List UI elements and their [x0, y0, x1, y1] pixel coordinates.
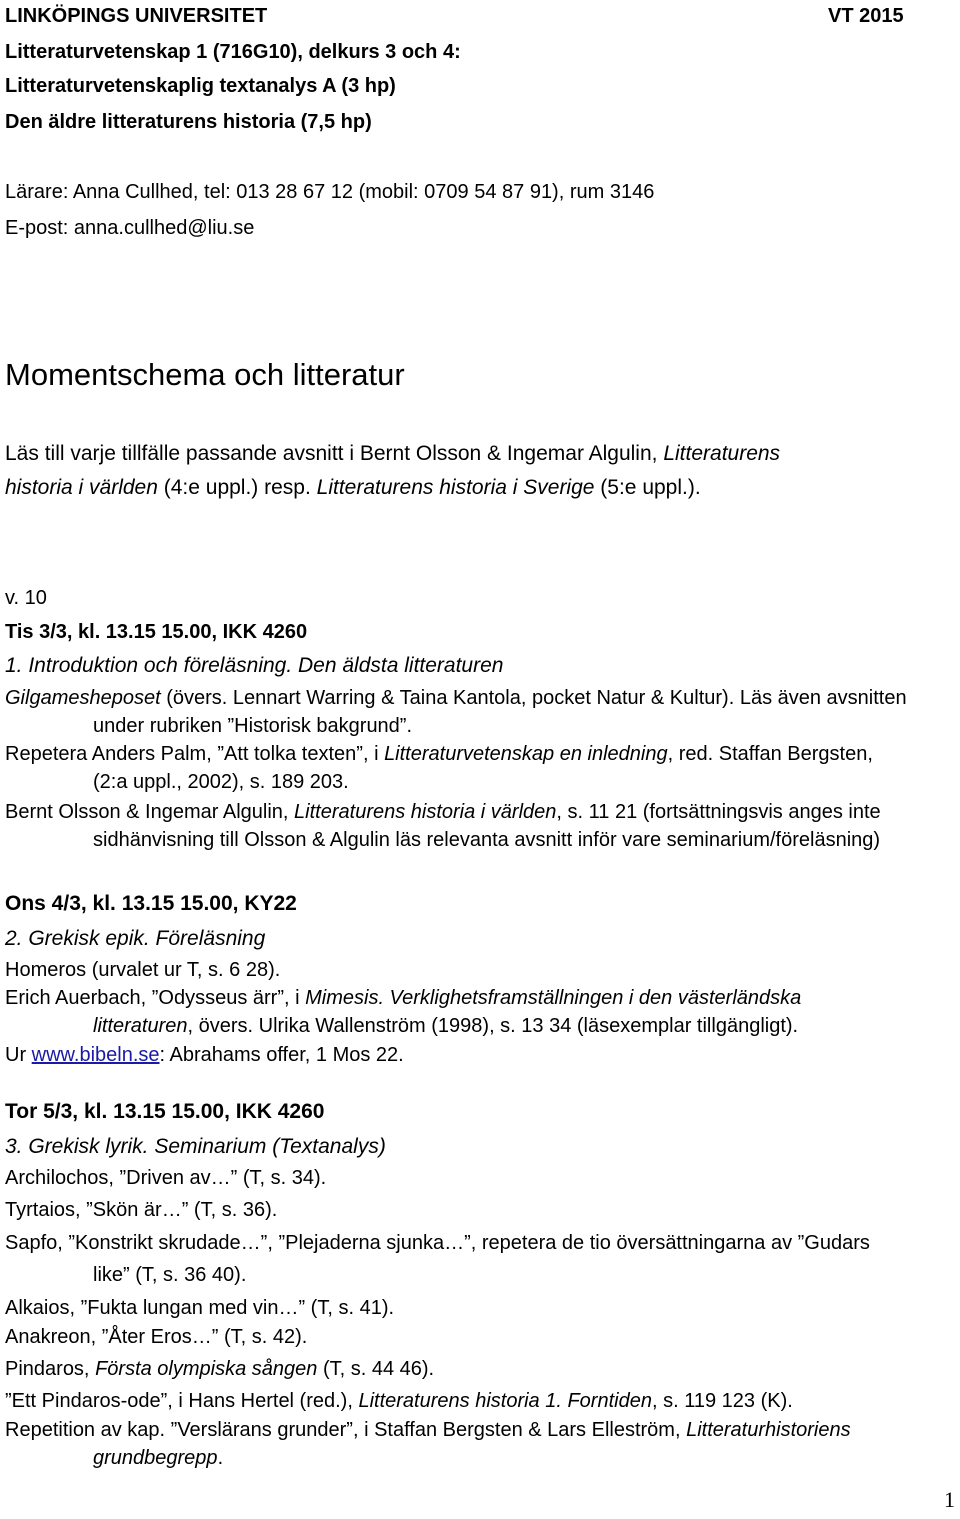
- reading-text: Repetera Anders Palm, ”Att tolka texten”, i: [5, 743, 385, 765]
- topic-text: Den äldsta litteraturen: [298, 654, 504, 677]
- week-label: v. 10: [5, 587, 47, 609]
- reading-text: (övers. Lennart Warring & Taina Kantola, pocket Natur & Kultur). Läs även avsnitten: [160, 687, 907, 709]
- reading-text: .: [217, 1447, 224, 1469]
- session-1-topic: [5, 652, 503, 680]
- session-1-reading-3: [5, 798, 881, 826]
- intro-title-italic: Litteraturens: [663, 442, 781, 465]
- intro-line-1: [5, 440, 780, 468]
- session-3-reading-3: Sapfo, ”Konstrikt skrudade…”, ”Plejaderna sjunka…”, repetera de tio översättningarna av ”Gudars: [5, 1232, 870, 1254]
- topic-text: 1. Introduktion och föreläsning.: [5, 654, 299, 677]
- teacher-line: Lärare: Anna Cullhed, tel: 013 28 67 12 (mobil: 0709 54 87 91), rum 3146: [5, 181, 655, 203]
- session-1-reading-1: [5, 684, 907, 712]
- term: VT 2015: [828, 5, 904, 27]
- intro-line-2: [5, 474, 701, 502]
- reading-text: Repetition av kap. ”Verslärans grunder”, i Staffan Bergsten & Lars Elleström,: [5, 1419, 687, 1441]
- session-2-reading-3: [5, 1041, 404, 1069]
- intro-title-italic: Litteraturens historia i Sverige: [316, 476, 595, 499]
- intro-title-italic: historia i världen: [5, 476, 158, 499]
- reading-text: ”Ett Pindaros-ode”, i Hans Hertel (red.),: [5, 1390, 359, 1412]
- session-2-topic: [5, 925, 265, 953]
- reading-text: Pindaros,: [5, 1358, 96, 1380]
- session-3-heading: Tor 5/3, kl. 13.15 15.00, IKK 4260: [5, 1100, 325, 1123]
- session-1-reading-1-cont: under rubriken ”Historisk bakgrund”.: [93, 715, 413, 737]
- topic-text: 2. Grekisk epik. Föreläsning: [5, 927, 266, 950]
- session-2-reading-1: Homeros (urvalet ur T, s. 6 28).: [5, 959, 281, 981]
- page-number: 1: [944, 1487, 955, 1512]
- session-1-reading-2: [5, 740, 873, 768]
- reading-title: Litteraturens historia i världen: [294, 801, 557, 823]
- course-line-3: Den äldre litteraturens historia (7,5 hp): [5, 111, 372, 133]
- reading-title: litteraturen: [93, 1015, 188, 1037]
- reading-text: , övers. Ulrika Wallenström (1998), s. 13 34 (läsexemplar tillgängligt).: [187, 1015, 799, 1037]
- session-2-heading: Ons 4/3, kl. 13.15 15.00, KY22: [5, 892, 297, 915]
- reading-title: Litteraturvetenskap en inledning: [384, 743, 668, 765]
- university-name: LINKÖPINGS UNIVERSITET: [5, 5, 268, 27]
- reading-text: (T, s. 44 46).: [317, 1358, 435, 1380]
- session-3-reading-5: Anakreon, ”Åter Eros…” (T, s. 42).: [5, 1326, 308, 1348]
- session-1-heading: Tis 3/3, kl. 13.15 15.00, IKK 4260: [5, 621, 308, 643]
- reading-title: Mimesis. Verklighetsframställningen i den västerländska: [305, 987, 802, 1009]
- session-3-topic: [5, 1133, 386, 1161]
- reading-text: , red. Staffan Bergsten,: [667, 743, 873, 765]
- session-1-reading-3-cont: sidhänvisning till Olsson & Algulin läs relevanta avsnitt inför vare seminarium/föreläsning): [93, 829, 881, 851]
- topic-text: 3. Grekisk lyrik. Seminarium (Textanalys): [5, 1135, 386, 1158]
- intro-text: (5:e uppl.).: [594, 476, 701, 499]
- bibeln-link[interactable]: www.bibeln.se: [31, 1044, 160, 1066]
- reading-text: Erich Auerbach, ”Odysseus ärr”, i: [5, 987, 306, 1009]
- session-2-reading-2: [5, 984, 801, 1012]
- reading-title: Gilgamesheposet: [5, 687, 161, 709]
- session-3-reading-8-cont: [93, 1444, 223, 1472]
- section-title: Momentschema och litteratur: [5, 357, 405, 392]
- course-line-2: Litteraturvetenskaplig textanalys A (3 hp): [5, 75, 396, 97]
- session-1-reading-2-cont: (2:a uppl., 2002), s. 189 203.: [93, 771, 349, 793]
- reading-title: Första olympiska sången: [95, 1358, 318, 1380]
- reading-text: Bernt Olsson & Ingemar Algulin,: [5, 801, 295, 823]
- session-3-reading-6: [5, 1355, 434, 1383]
- session-3-reading-1: Archilochos, ”Driven av…” (T, s. 34).: [5, 1167, 327, 1189]
- reading-title: grundbegrepp: [93, 1447, 218, 1469]
- reading-text: Ur: [5, 1044, 32, 1066]
- session-2-reading-2-cont: [93, 1012, 798, 1040]
- reading-title: Litteraturens historia 1. Forntiden: [358, 1390, 652, 1412]
- session-3-reading-3-cont: like” (T, s. 36 40).: [93, 1264, 247, 1286]
- reading-text: , s. 11 21 (fortsättningsvis anges inte: [556, 801, 881, 823]
- session-3-reading-4: Alkaios, ”Fukta lungan med vin…” (T, s. 41).: [5, 1297, 395, 1319]
- intro-text: (4:e uppl.) resp.: [157, 476, 317, 499]
- reading-text: , s. 119 123 (K).: [651, 1390, 793, 1412]
- session-3-reading-2: Tyrtaios, ”Skön är…” (T, s. 36).: [5, 1199, 278, 1221]
- reading-text: : Abrahams offer, 1 Mos 22.: [159, 1044, 404, 1066]
- session-3-reading-7: [5, 1387, 793, 1415]
- email-line: E-post: anna.cullhed@liu.se: [5, 217, 255, 239]
- intro-text: Läs till varje tillfälle passande avsnitt i Bernt Olsson & Ingemar Algulin,: [5, 442, 664, 465]
- reading-title: Litteraturhistoriens: [686, 1419, 851, 1441]
- course-line-1: Litteraturvetenskap 1 (716G10), delkurs 3 och 4:: [5, 41, 461, 63]
- session-3-reading-8: [5, 1416, 851, 1444]
